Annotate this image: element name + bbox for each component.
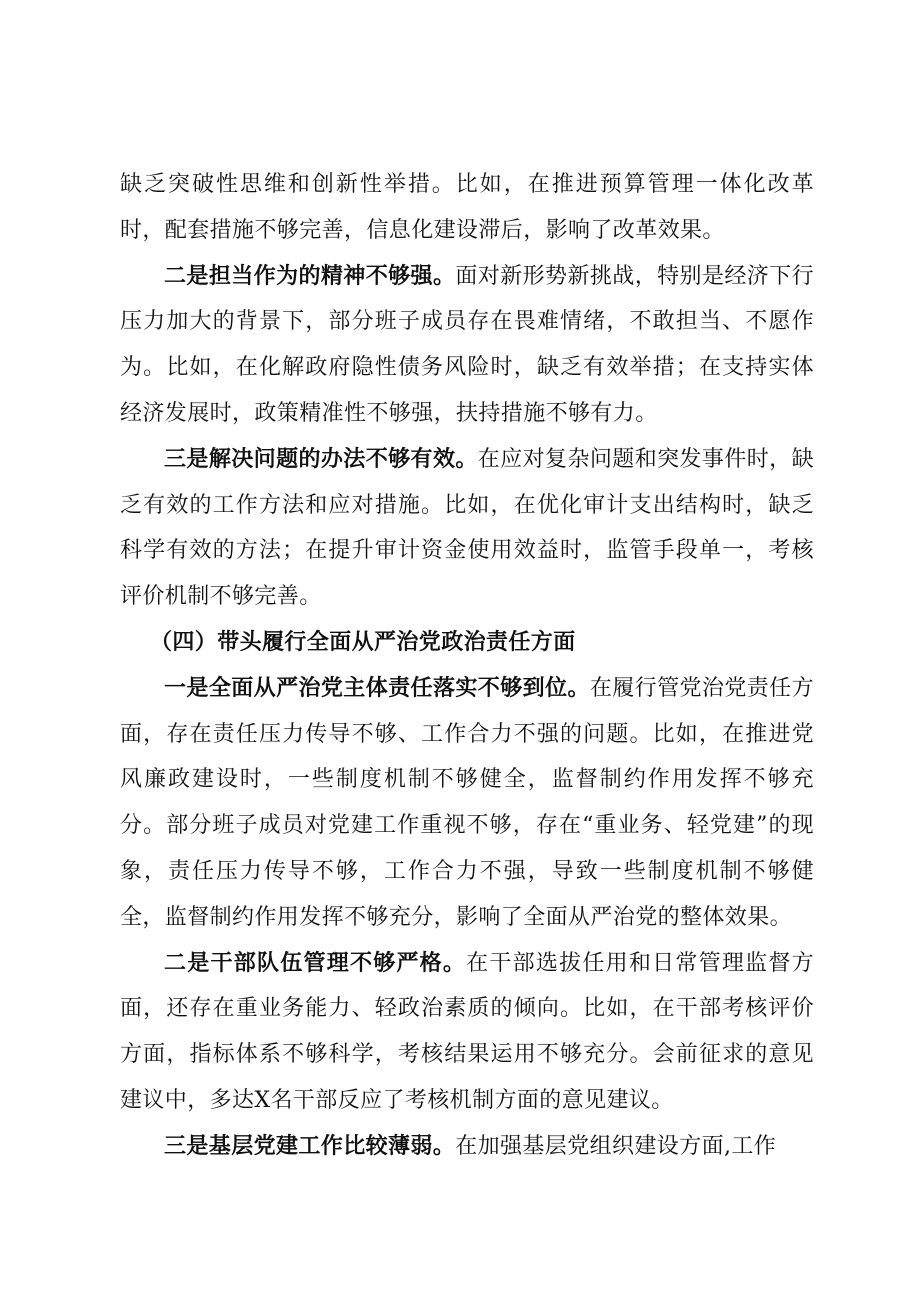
document-body: [120, 162, 814, 1170]
section-heading: （四）带头履行全面从严治党政治责任方面: [150, 628, 576, 655]
paragraph-text: 缺乏突破性思维和创新性举措。比如，在推进预算管理一体化改革时，配套措施不够完善，信息化建设滞后，影响了改革效果。: [120, 172, 814, 243]
paragraph-text: 在干部选拔任用和日常管理监督方面，还存在重业务能力、轻政治素质的倾向。比如，在干部考核评价方面，指标体系不够科学，考核结果运用不够充分。会前征求的意见建议中，多达X名干部反应了考核机制方面的意见建议。: [120, 950, 814, 1113]
paragraph-grassroots-party: [120, 1124, 814, 1170]
paragraph-text: 在加强基层党组织建设方面,工作: [455, 1133, 777, 1159]
paragraph-lead: 三是解决问题的办法不够有效。: [164, 445, 478, 472]
paragraph-lead: 二是干部队伍管理不够严格。: [164, 949, 467, 976]
paragraph-text: 在履行管党治党责任方面，存在责任压力传导不够、工作合力不强的问题。比如，在推进党风廉政建设时，一些制度机制不够健全，监督制约作用发挥不够充分。部分班子成员对党建工作重视不够，存在“重业务、轻党建”的现象，责任压力传导不够，工作合力不强，导致一些制度机制不够健全，监督制约作用发挥不够充分，影响了全面从严治党的整体效果。: [120, 675, 814, 930]
paragraph-problem-solving: [120, 437, 814, 620]
paragraph-cadre-management: [120, 941, 814, 1124]
paragraph-responsibility: [120, 254, 814, 437]
paragraph-lead: 二是担当作为的精神不够强。: [164, 262, 456, 289]
paragraph-lead: 三是基层党建工作比较薄弱。: [164, 1132, 456, 1159]
paragraph-lead: 一是全面从严治党主体责任落实不够到位。: [164, 674, 590, 701]
paragraph-main-responsibility: [120, 666, 814, 941]
paragraph-text: 面对新形势新挑战，特别是经济下行压力加大的背景下，部分班子成员存在畏难情绪，不敢担当、不愿作为。比如，在化解政府隐性债务风险时，缺乏有效举措；在支持实体经济发展时，政策精准性不够强，扶持措施不够有力。: [120, 263, 815, 426]
paragraph-text: 在应对复杂问题和突发事件时，缺乏有效的工作方法和应对措施。比如，在优化审计支出结构时，缺乏科学有效的方法；在提升审计资金使用效益时，监管手段单一，考核评价机制不够完善。: [120, 446, 814, 610]
paragraph-continuation: [120, 162, 814, 254]
